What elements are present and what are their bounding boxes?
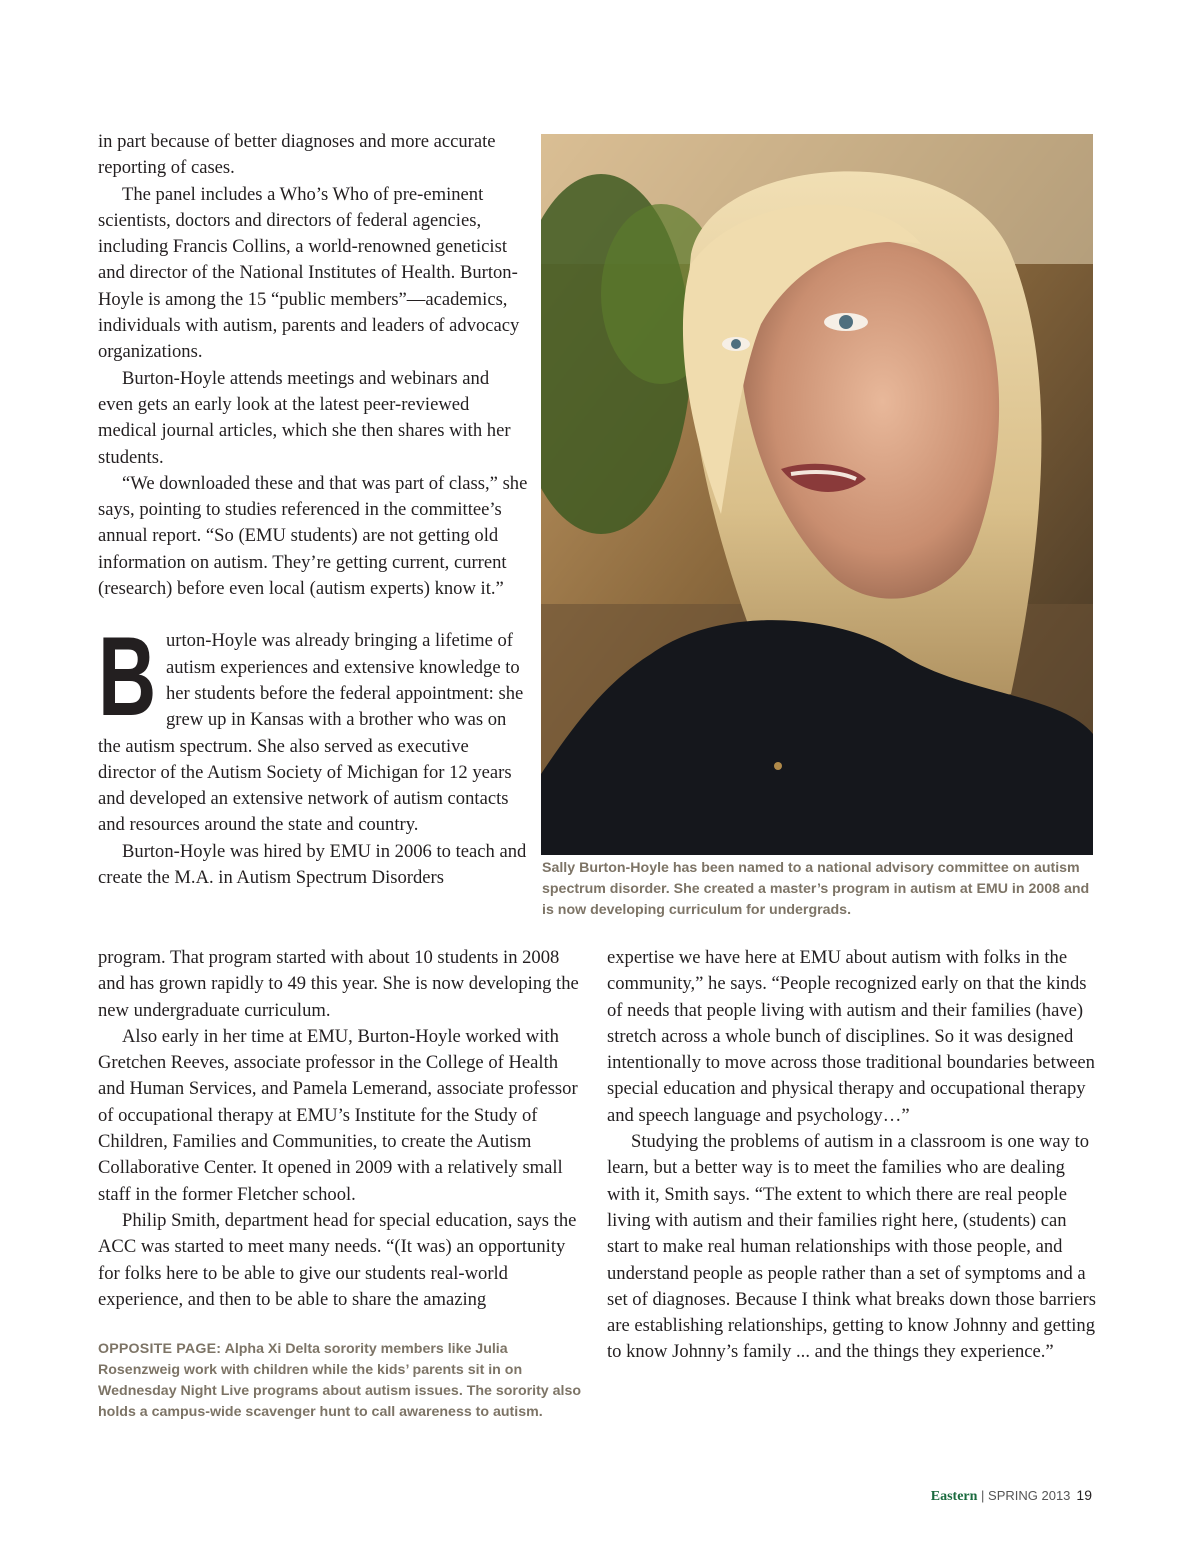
- magazine-name: Eastern: [930, 1489, 978, 1504]
- photo-caption: Sally Burton-Hoyle has been named to a national advisory committee on autism spectrum disorder. She created a master’s program in autism at EMU in 2008 and is now developing curriculum for undergrads.: [542, 860, 1090, 918]
- paragraph: Studying the problems of autism in a classroom is one way to learn, but a better way is to meet the families who are dealing with it, Smith says. “The extent to which there are real people living with autism and their families right here, (students) can start to make real human relationships with those people, and understand people as people rather than a set of symptoms and a set of diagnoses. Because I think what breaks down those barriers are establishing relationships, getting to know Johnny and getting to know Johnny’s family ... and the things they experience.”: [607, 1131, 1096, 1363]
- issue-label: | SPRING 2013: [977, 1488, 1071, 1503]
- paragraph: Burton-Hoyle attends meetings and webinars and even gets an early look at the latest peer-reviewed medical journal articles, which she then shares with her students.: [98, 367, 511, 468]
- article-column-left-bottom: [98, 945, 583, 1313]
- opposite-page-caption: [98, 1339, 586, 1423]
- page-number: 19: [1076, 1487, 1092, 1503]
- paragraph: Burton-Hoyle was hired by EMU in 2006 to teach and create the M.A. in Autism Spectrum Disorders: [98, 840, 527, 889]
- paragraph: Also early in her time at EMU, Burton-Hoyle worked with Gretchen Reeves, associate professor in the College of Health and Human Services, and Pamela Lemerand, associate professor of occupational therapy at EMU’s Institute for the Study of Children, Families and Communities, to create the Autism Collaborative Center. It opened in 2009 with a relatively small staff in the former Fletcher school.: [98, 1025, 578, 1205]
- caption-text: Alpha Xi Delta sorority members like Julia Rosenzweig work with children while the kids’ parents sit in on Wednesday Night Live programs about autism issues. The sorority also holds a campus-wide scavenger hunt to call awareness to autism.: [98, 1341, 582, 1420]
- article-column-left-top: [98, 129, 528, 891]
- paragraph: Philip Smith, department head for special education, says the ACC was started to meet many needs. “(It was) an opportunity for folks here to be able to give our students real-world experience, and then to be able to share the amazing: [98, 1209, 577, 1310]
- portrait-photo: [541, 134, 1093, 855]
- paragraph: expertise we have here at EMU about autism with folks in the community,” he says. “People recognized early on that the kinds of needs that people living with autism and their families (have) stretch across a whole bunch of disciplines. So it was designed intentionally to move across those traditional boundaries between special education and physical therapy and occupational therapy and speech language and psychology…”: [607, 947, 1095, 1126]
- paragraph-text: urton-Hoyle was already bringing a lifetime of autism experiences and extensive knowledge to her students before the federal appointment: she grew up in Kansas with a brother who was on the autism spectrum. She also served as executive director of the Autism Society of Michigan for 12 years and developed an extensive network of autism contacts and resources around the state and country.: [98, 630, 524, 836]
- page-footer: [931, 1487, 1092, 1505]
- paragraph: program. That program started with about 10 students in 2008 and has grown rapidly to 49 this year. She is now developing the new undergraduate curriculum.: [98, 947, 579, 1021]
- paragraph-dropcap: [98, 614, 528, 838]
- drop-cap-letter: B: [98, 614, 157, 740]
- paragraph: in part because of better diagnoses and more accurate reporting of cases.: [98, 131, 496, 179]
- article-column-right: [607, 945, 1097, 1366]
- paragraph: “We downloaded these and that was part of class,” she says, pointing to studies referenced in the committee’s annual report. “So (EMU students) are not getting old information on autism. They’re getting current, current (research) before even local (autism experts) know it.”: [98, 472, 528, 600]
- caption-lead: OPPOSITE PAGE:: [98, 1341, 222, 1357]
- paragraph: The panel includes a Who’s Who of pre-eminent scientists, doctors and directors of federal agencies, including Francis Collins, a world-renowned geneticist and director of the National Institutes of Health. Burton-Hoyle is among the 15 “public members”—academics, individuals with autism, parents and leaders of advocacy organizations.: [98, 183, 520, 363]
